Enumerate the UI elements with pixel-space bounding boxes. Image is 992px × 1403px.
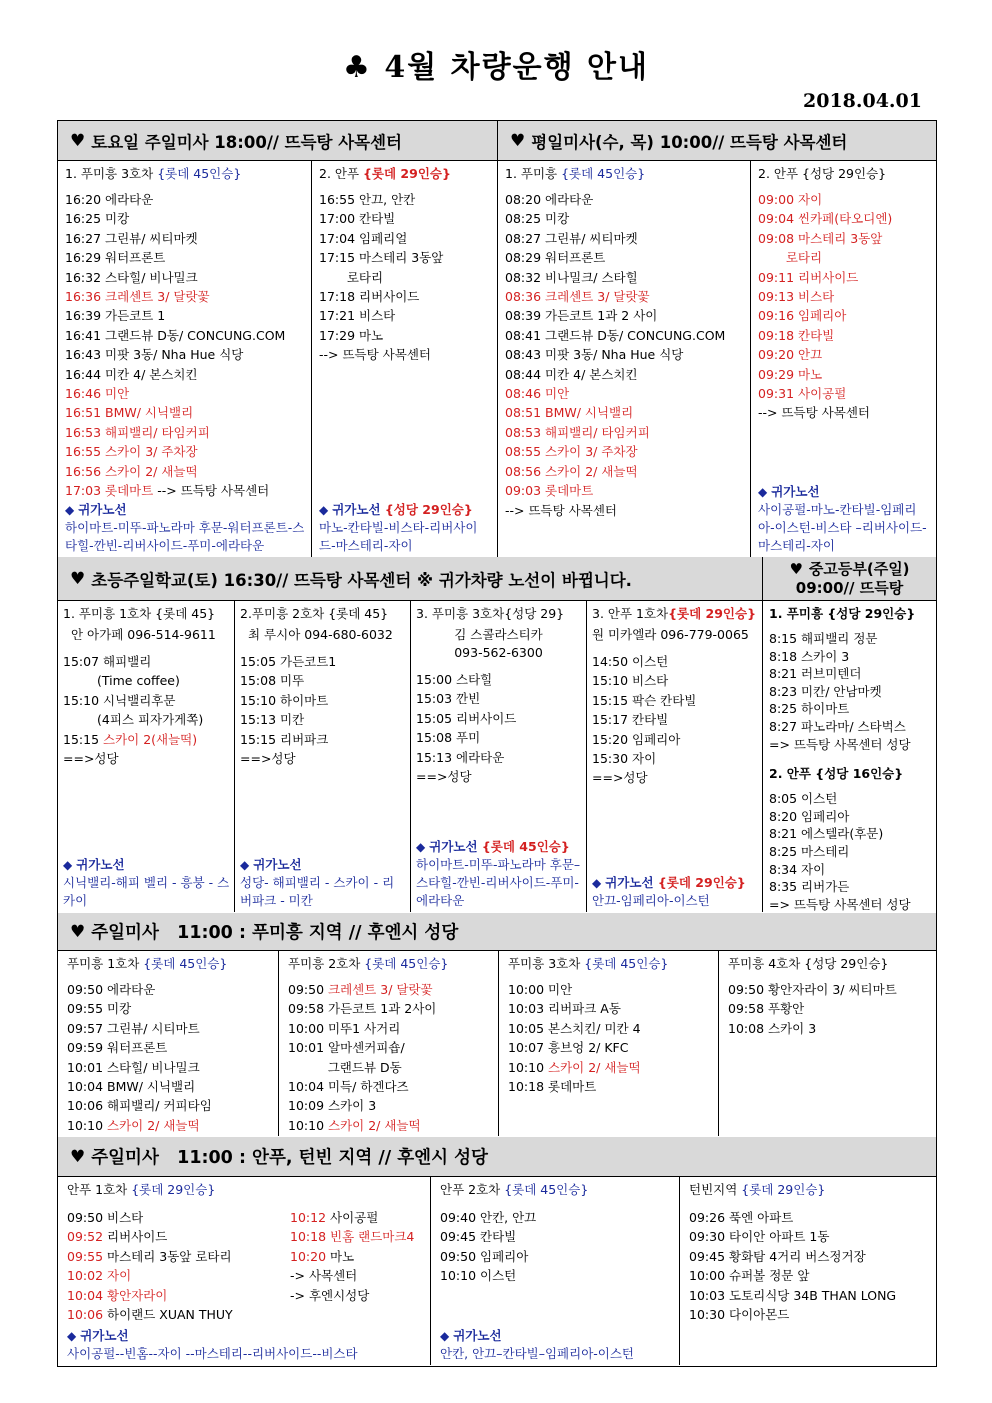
stop-list xyxy=(689,1208,931,1324)
stop-line: 16:44 미칸 4/ 본스치킨 xyxy=(65,366,198,382)
column-heading: 2. 안푸 {성당 16인승} xyxy=(769,766,904,782)
stop-line: 08:41 그랜드뷰 D동/ CONCUNG.COM xyxy=(505,327,726,343)
stop-line: 8:18 스카이 3 xyxy=(769,648,850,664)
stop-list xyxy=(769,630,931,753)
stop-line: 09:50 임페리아 xyxy=(440,1248,529,1264)
highschool-title: 중고등부(주일) xyxy=(808,559,910,578)
sunday-anphu-title: 주일미사 11:00 : 안푸, 턴빈 지역 // 후엔시 성당 xyxy=(91,1148,488,1168)
stop-line: 08:46 미안 xyxy=(505,386,570,402)
return-route xyxy=(440,1327,675,1363)
stop-line: 15:10 하이마트 xyxy=(240,692,329,708)
column-heading: 1. 푸미흥 3호차 {롯데 45인승} xyxy=(65,166,242,181)
sat-anphu-bus xyxy=(311,161,497,557)
stop-line: 09:03 롯데마트 xyxy=(505,483,594,499)
stop-line: 16:55 안끄, 안칸 xyxy=(319,192,416,207)
stop-list xyxy=(592,652,757,788)
column-heading: 2. 안푸 {롯데 29인승} xyxy=(319,166,451,181)
return-route-title: 귀가노선 xyxy=(453,1328,502,1343)
return-route-title: 귀가노선 xyxy=(429,839,478,854)
diamond-icon: ◆ xyxy=(416,840,426,854)
return-route-text: 하이마트-미뚜-파노라마 후문–스타힐-깐빈-리버사이드-푸미-에라타운 xyxy=(416,857,581,908)
column-heading: 1. 푸미흥 {성당 29인승} xyxy=(769,606,916,621)
stop-line: 08:44 미칸 4/ 본스치킨 xyxy=(505,366,638,382)
stop-line: 17:29 마노 xyxy=(319,327,384,343)
stop-line: 16:43 미팟 3동/ Nha Hue 식당 xyxy=(65,347,244,363)
return-route xyxy=(67,1327,426,1363)
stop-line: 16:46 미안 xyxy=(65,386,130,402)
stop-line: ==>성당 xyxy=(240,751,296,767)
school-bus-4 xyxy=(586,601,762,912)
stop-line: 09:18 칸타빌 xyxy=(758,327,835,343)
stop-line: 15:17 칸타빌 xyxy=(592,712,669,728)
stop-line: 로타리 xyxy=(758,250,823,266)
stop-line: 10:20 마노 xyxy=(290,1248,355,1264)
stop-line: 08:55 스카이 3/ 주차장 xyxy=(505,444,638,460)
stop-line: 15:05 리버사이드 xyxy=(416,710,517,726)
stop-line: 09:45 칸타빌 xyxy=(440,1229,517,1245)
sun-phumyhung-bus4 xyxy=(718,951,936,1136)
stop-line: 15:15 리버파크 xyxy=(240,731,329,747)
stop-line: 17:15 마스테리 3동앞 xyxy=(319,250,444,266)
stop-line: 10:18 롯데마트 xyxy=(508,1079,597,1095)
stop-line: 8:20 임페리아 xyxy=(769,808,850,824)
diamond-icon: ◆ xyxy=(758,485,768,499)
stop-line: 09:00 자이 xyxy=(758,192,823,207)
stop-line: 10:06 하이랜드 XUAN THUY xyxy=(67,1307,233,1323)
return-route-title: 귀가노선 xyxy=(78,502,127,517)
stop-line: 8:21 에스텔라(후문) xyxy=(769,826,884,842)
saturday-weekday-section xyxy=(57,120,937,558)
diamond-icon: ◆ xyxy=(240,858,250,872)
weekday-mass-header xyxy=(497,121,936,160)
stop-list xyxy=(508,980,713,1058)
contact-name: 김 스콜라스티카 xyxy=(454,627,543,642)
contact-line: 최 루시아 094-680-6032 xyxy=(248,627,393,642)
sun-anphu-bus1: 안푸 1호차 {롯데 29인승} 09:50 비스타 09:52 리버사이드 09:55 마스테리 3동앞 로타리 10:02 자이 10:04 황안자라이 10:06 하이랜드 XUAN THUY 10:12 사이공펄 10:18 빈홈 랜드마크4 10:20 마노 -> 사목센터 -> 후엔시성당 ◆ 귀가노선 사이공펄--빈홈--자이 --마스테리--리버사이드--비스타 xyxy=(58,1177,430,1365)
contact-line: 안 아가페 096-514-9611 xyxy=(71,627,216,642)
heart-icon: ♥ xyxy=(70,130,86,151)
stop-line: 08:29 워터프론트 xyxy=(505,250,606,266)
column-heading: 1. 푸미흥 {롯데 45인승} xyxy=(505,166,646,181)
stop-list xyxy=(758,190,931,423)
stop-line: 15:08 미뚜 xyxy=(240,673,305,689)
return-route-text: 성당- 해피밸리 - 스카이 - 리버파크 - 미칸 xyxy=(240,875,395,908)
diamond-icon: ◆ xyxy=(67,1329,77,1343)
stop-line: 08:20 에라타운 xyxy=(505,192,594,207)
stop-line: ==>성당 xyxy=(63,751,119,767)
stop-line: 09:58 가든코트 1과 2사이 xyxy=(288,1001,437,1017)
stop-line: 08:36 크레센트 3/ 달랏꽃 xyxy=(505,289,650,305)
stop-line: 17:21 비스타 xyxy=(319,308,396,324)
diamond-icon: ◆ xyxy=(63,858,73,872)
stop-line: 10:09 스카이 3 xyxy=(288,1098,377,1114)
return-route-title: 귀가노선 xyxy=(80,1328,129,1343)
stop-line: 8:23 미칸/ 안남마켓 xyxy=(769,683,882,699)
return-route xyxy=(592,874,758,910)
stop-line: 09:58 푸황안 xyxy=(728,1001,805,1017)
stop-line: 09:20 안끄 xyxy=(758,347,823,363)
stop-line: 8:15 해피밸리 정문 xyxy=(769,631,878,646)
stop-line: 09:50 크레센트 3/ 달랏꽃 xyxy=(288,982,433,997)
section-header xyxy=(58,121,936,161)
stop-list xyxy=(505,190,745,520)
stop-line: 10:06 해피밸리/ 커피타임 xyxy=(67,1098,212,1114)
stop-line: 8:21 러브미텐더 xyxy=(769,666,862,682)
weekday-anphu-bus xyxy=(750,161,936,557)
stop-line: 16:20 에라타운 xyxy=(65,192,154,207)
school-bus-1 xyxy=(58,601,234,912)
sunday-phumyhung-section xyxy=(57,913,937,1138)
sunday-anphu-header xyxy=(58,1137,936,1176)
stop-line: 10:10 이스턴 xyxy=(440,1268,517,1284)
highschool-header xyxy=(762,557,936,600)
stop-line: 09:11 리버사이드 xyxy=(758,269,859,285)
stop-line: 08:39 가든코트 1과 2 사이 xyxy=(505,308,658,324)
stop-line: 10:12 사이공펄 xyxy=(290,1210,379,1225)
stop-line: 8:05 이스턴 xyxy=(769,791,838,807)
return-route-text: 사이공펄--빈홈--자이 --마스테리--리버사이드--비스타 xyxy=(67,1346,358,1361)
diamond-icon: ◆ xyxy=(319,503,329,517)
stop-line: 15:03 깐빈 xyxy=(416,691,481,707)
stop-list xyxy=(416,670,581,786)
stop-line: 10:01 스타힐/ 비나밀크 xyxy=(67,1059,200,1075)
stop-line: 10:03 리버파크 A동 xyxy=(508,1001,621,1017)
stop-line: 10:02 자이 xyxy=(67,1268,132,1284)
stop-list xyxy=(65,190,306,481)
stop-list xyxy=(63,652,229,730)
stop-line: 09:55 미캉 xyxy=(67,1001,132,1017)
sun-thaodien-bus: 턴빈지역 {롯데 29인승} 09:26 푹엔 아파트 09:30 타이안 아파트 1동 09:45 황화탐 4거리 버스정거장 10:00 슈퍼볼 정문 앞 10:03 도토리식당 34B THAN LONG 10:30 다이아몬드 xyxy=(679,1177,936,1365)
return-route xyxy=(63,856,230,910)
return-route xyxy=(65,501,307,555)
column-heading: 3. 푸미흥 3호차{성당 29} xyxy=(416,606,565,621)
return-route-seat: {롯데 29인승} xyxy=(657,875,746,890)
return-route-text: 안끄-임페리아-이스턴 xyxy=(592,893,710,908)
diamond-icon: ◆ xyxy=(592,876,602,890)
stop-list xyxy=(290,1208,414,1324)
stop-line: => 뜨득탕 사목센터 성당 xyxy=(769,736,911,752)
stop-line: 15:30 자이 xyxy=(592,751,657,767)
stop-line: 09:45 황화탐 4거리 버스정거장 xyxy=(689,1248,866,1264)
sun-anphu-bus2: 안푸 2호차 {롯데 45인승} 09:40 안칸, 안끄 09:45 칸타빌 09:50 임페리아 10:10 이스턴 ◆ 귀가노선 안칸, 안끄–칸타빌–임페리아-이스턴 xyxy=(430,1177,679,1365)
school-bus-3 xyxy=(410,601,586,912)
stop-line: 14:50 이스턴 xyxy=(592,654,669,669)
stop-line: 16:51 BMW/ 시닉밸리 xyxy=(65,405,194,421)
stop-line: 8:27 파노라마/ 스타벅스 xyxy=(769,718,906,734)
stop-line: 16:55 스카이 3/ 주차장 xyxy=(65,444,198,460)
elementary-school-header xyxy=(58,557,762,600)
stop-line: 그랜드뷰 D동 xyxy=(288,1059,402,1075)
stop-line: 10:08 스카이 3 xyxy=(728,1020,817,1036)
stop-line: --> 뜨득탕 사목센터 xyxy=(505,502,617,518)
column-heading: 2. 안푸 {성당 29인승} xyxy=(758,166,887,181)
return-route xyxy=(319,501,493,555)
stop-line: 10:00 슈퍼볼 정문 앞 xyxy=(689,1268,810,1284)
stop-line: 16:25 미캉 xyxy=(65,211,130,227)
heart-icon: ♥ xyxy=(70,1146,86,1167)
stop-list xyxy=(288,999,493,1115)
stop-line: 15:10 시닉밸리후문 xyxy=(63,692,176,708)
stop-line: 10:10 스카이 2/ 새늘떡 xyxy=(508,1059,641,1075)
heart-icon: ♥ xyxy=(789,559,803,578)
stop-line: 로타리 xyxy=(319,269,384,285)
stop-line: 08:32 비나밀크/ 스타힐 xyxy=(505,269,638,285)
stop-line: 15:10 비스타 xyxy=(592,673,669,689)
stop-line: 09:52 리버사이드 xyxy=(67,1229,168,1245)
stop-line: 09:04 씬카페(타오디엔) xyxy=(758,211,893,227)
sunday-school-section xyxy=(57,557,937,914)
stop-line: --> 뜨득탕 사목센터 xyxy=(319,347,431,363)
return-route-seat: {롯데 45인승} xyxy=(481,839,570,854)
stop-line: 08:51 BMW/ 시닉밸리 xyxy=(505,405,634,421)
return-route-text: 안칸, 안끄–칸타빌–임페리아-이스턴 xyxy=(440,1346,635,1361)
stop-line: 10:10 스카이 2/ 새늘떡 xyxy=(67,1117,200,1133)
stop-line: 09:13 비스타 xyxy=(758,289,835,305)
stop-line: 10:04 미득/ 하겐다즈 xyxy=(288,1079,409,1095)
stop-line: ==>성당 xyxy=(592,770,648,786)
return-route-title: 귀가노선 xyxy=(253,857,302,872)
highschool-time: 09:00// 뜨득탕 xyxy=(795,578,904,597)
stop-line: 09:55 마스테리 3동앞 로타리 xyxy=(67,1248,232,1264)
stop-line: 09:50 비스타 xyxy=(67,1210,144,1225)
return-route xyxy=(758,483,932,555)
return-route-seat: {성당 29인승} xyxy=(384,502,473,517)
stop-line: 16:56 스카이 2/ 새늘떡 xyxy=(65,463,198,479)
sat-phumyhung-bus3 xyxy=(58,161,311,557)
return-route-text: 마노-칸타빌-비스타-리버사이드-마스테리-자이 xyxy=(319,520,478,553)
stop-list xyxy=(319,190,492,365)
stop-line: 10:00 미뚜1 사거리 xyxy=(288,1020,401,1036)
stop-line: 8:25 하이마트 xyxy=(769,701,850,717)
weekday-phumyhung-bus xyxy=(497,161,750,557)
return-route-text: 하이마트-미뚜-파노라마 후문-워터프론트-스타힐-깐빈-리버사이드-푸미-에라타운 xyxy=(65,520,305,553)
stop-line: 15:13 미칸 xyxy=(240,712,305,728)
section-header xyxy=(58,557,936,601)
stop-line: 08:27 그린뷰/ 씨티마켓 xyxy=(505,230,638,246)
stop-line: 15:20 임페리아 xyxy=(592,731,681,747)
stop-line: 10:18 빈홈 랜드마크4 xyxy=(290,1229,415,1245)
return-route xyxy=(240,856,406,910)
heart-icon: ♥ xyxy=(70,568,86,589)
stop-line: 09:29 마노 xyxy=(758,366,823,382)
stop-line: 10:00 미안 xyxy=(508,982,573,997)
stop-line: -> 후엔시성당 xyxy=(290,1287,370,1303)
stop-line: 15:00 스타힐 xyxy=(416,672,493,687)
return-route-text: 사이공펄-마노-칸타빌-임페리아-이스턴-비스타 –리버사이드-마스테리-자이 xyxy=(758,502,927,553)
return-route-title: 귀가노선 xyxy=(76,857,125,872)
stop-line: 10:04 황안자라이 xyxy=(67,1287,168,1303)
column-heading: 3. 안푸 1호차 xyxy=(592,606,669,621)
stop-line: 09:31 사이공펄 xyxy=(758,386,847,402)
heart-icon: ♥ xyxy=(70,921,86,942)
sunday-anphu-section xyxy=(57,1137,937,1367)
stop-line: 16:36 크레센트 3/ 달랏꽃 xyxy=(65,289,210,305)
stop-line: 8:34 자이 xyxy=(769,861,826,877)
stop-list xyxy=(440,1208,674,1286)
stop-line: 16:29 워터프론트 xyxy=(65,250,166,266)
stop-line: 17:00 칸타빌 xyxy=(319,211,396,227)
stop-line: 08:53 해피밸리/ 타임커피 xyxy=(505,424,650,440)
stop-line: ==>성당 xyxy=(416,769,472,785)
stop-line: 10:03 도토리식당 34B THAN LONG xyxy=(689,1287,897,1303)
school-bus-2 xyxy=(234,601,410,912)
stop-list xyxy=(728,980,931,1038)
stop-line: 10:10 스카이 2/ 새늘떡 xyxy=(288,1117,421,1133)
column-heading: 2.푸미흥 2호차 {롯데 45} xyxy=(240,606,389,621)
stop-line: 15:05 가든코트1 xyxy=(240,654,337,669)
stop-line: 8:35 리버가든 xyxy=(769,879,850,895)
sunday-phumyhung-title: 주일미사 11:00 : 푸미흥 지역 // 후엔시 성당 xyxy=(91,923,459,943)
stop-line: 09:57 그린뷰/ 시티마트 xyxy=(67,1020,200,1036)
stop-line: 16:32 스타힐/ 비나밀크 xyxy=(65,269,198,285)
stop-line: 09:16 임페리아 xyxy=(758,308,847,324)
page-title: ♣ 4월 차량운행 안내 xyxy=(343,50,649,85)
stop-line: 10:04 BMW/ 시닉밸리 xyxy=(67,1079,196,1095)
section-header xyxy=(58,913,936,951)
sunday-phumyhung-header xyxy=(58,913,936,950)
stop-line: 16:27 그린뷰/ 씨티마켓 xyxy=(65,230,198,246)
diamond-icon: ◆ xyxy=(440,1329,450,1343)
stop-line: 15:15 팍슨 칸타빌 xyxy=(592,692,697,708)
sun-phumyhung-bus2: 푸미흥 2호차 {롯데 45인승} 09:50 크레센트 3/ 달랏꽃 09:58 가든코트 1과 2사이 10:00 미뚜1 사거리 10:01 알마센커피숍/ 그랜드뷰 D동 10:04 미득/ 하겐다즈 10:09 스카이 3 10:10 스카이 2/ 새늘떡 xyxy=(278,951,498,1136)
stop-line: 10:07 흥브엉 2/ KFC xyxy=(508,1040,629,1056)
stop-list xyxy=(67,980,273,1116)
sun-phumyhung-bus3: 푸미흥 3호차 {롯데 45인승} 10:00 미안 10:03 리버파크 A동 10:05 본스치킨/ 미칸 4 10:07 흥브엉 2/ KFC 10:10 스카이 2/ 새늘떡 10:18 롯데마트 xyxy=(498,951,718,1136)
highschool-bus xyxy=(762,601,936,912)
stop-line: 15:15 스카이 2(새늘떡) xyxy=(63,731,198,747)
stop-list xyxy=(769,790,931,912)
seat-info: {롯데 29인승} xyxy=(668,606,756,621)
stop-line: 10:01 알마센커피숍/ xyxy=(288,1040,405,1056)
stop-line: 8:25 마스테리 xyxy=(769,843,850,859)
stop-line: 15:08 푸미 xyxy=(416,730,481,746)
stop-list xyxy=(240,652,405,768)
stop-line: 09:59 워터프론트 xyxy=(67,1040,168,1056)
stop-line: 09:26 푹엔 아파트 xyxy=(689,1210,794,1225)
stop-line: 16:39 가든코트 1 xyxy=(65,308,166,324)
stop-line: 15:07 해피밸리 xyxy=(63,654,152,669)
stop-line: 17:18 리버사이드 xyxy=(319,289,420,305)
notice-date: 2018.04.01 xyxy=(803,90,922,112)
return-route-text: 시닉밸리-해피 벨리 - 흥붕 - 스카이 xyxy=(63,875,230,908)
stop-line: 15:13 에라타운 xyxy=(416,749,505,765)
saturday-mass-header xyxy=(58,121,497,160)
elementary-school-title: 초등주일학교(토) 16:30// 뜨득탕 사목센터 ※ 귀가차량 노선이 바뀝니다. xyxy=(91,570,632,590)
stop-line: (Time coffee) xyxy=(97,673,180,689)
saturday-mass-title: 토요일 주일미사 18:00// 뜨득탕 사목센터 xyxy=(91,132,402,152)
stop-line: 16:41 그랜드뷰 D동/ CONCUNG.COM xyxy=(65,327,286,343)
sun-phumyhung-bus1: 푸미흥 1호차 {롯데 45인승} 09:50 에라타운 09:55 미캉 09:57 그린뷰/ 시티마트 09:59 워터프론트 10:01 스타힐/ 비나밀크 10:04 BMW/ 시닉밸리 10:06 해피밸리/ 커피타임 10:10 스카이 2/ 새늘떡 xyxy=(58,951,278,1136)
stop-line: 09:30 타이안 아파트 1동 xyxy=(689,1229,830,1245)
stop-line: 16:53 해피밸리/ 타임커피 xyxy=(65,424,210,440)
contact-line: 원 미카엘라 096-779-0065 xyxy=(592,627,749,642)
section-header xyxy=(58,1137,936,1177)
stop-list xyxy=(67,1208,290,1324)
stop-line: => 뜨득탕 사목센터 성당 xyxy=(769,896,911,912)
return-route xyxy=(416,838,582,910)
stop-line: 08:25 미캉 xyxy=(505,211,570,227)
stop-line: 17:03 롯데마트 --> 뜨득탕 사목센터 xyxy=(65,483,270,499)
stop-line: 08:43 미팟 3동/ Nha Hue 식당 xyxy=(505,347,684,363)
return-route-title: 귀가노선 xyxy=(771,484,820,499)
stop-line: 08:56 스카이 2/ 새늘떡 xyxy=(505,463,638,479)
heart-icon: ♥ xyxy=(510,130,526,151)
stop-line: 09:40 안칸, 안끄 xyxy=(440,1210,537,1225)
diamond-icon: ◆ xyxy=(65,503,75,517)
stop-line: --> 뜨득탕 사목센터 xyxy=(758,405,870,421)
stop-line: 17:04 임페리얼 xyxy=(319,230,408,246)
contact-phone: 093-562-6300 xyxy=(454,645,543,660)
stop-line: 09:08 마스테리 3동앞 xyxy=(758,230,883,246)
stop-line: -> 사목센터 xyxy=(290,1268,358,1284)
weekday-mass-title: 평일미사(수, 목) 10:00// 뜨득탕 사목센터 xyxy=(531,132,848,152)
column-heading: 1. 푸미흥 1호차 {롯데 45} xyxy=(63,606,216,621)
stop-line: 10:05 본스치킨/ 미칸 4 xyxy=(508,1020,641,1036)
return-route-title: 귀가노선 xyxy=(332,502,381,517)
stop-line: (4피스 피자가게쪽) xyxy=(97,712,204,728)
stop-line: 09:50 황안자라이 3/ 씨티마트 xyxy=(728,982,897,997)
column-heading: 푸미흥 4호차 {성당 29인승} xyxy=(728,956,889,971)
stop-line: 10:30 다이아몬드 xyxy=(689,1307,790,1323)
return-route-title: 귀가노선 xyxy=(605,875,654,890)
stop-line: 09:50 에라타운 xyxy=(67,982,156,997)
